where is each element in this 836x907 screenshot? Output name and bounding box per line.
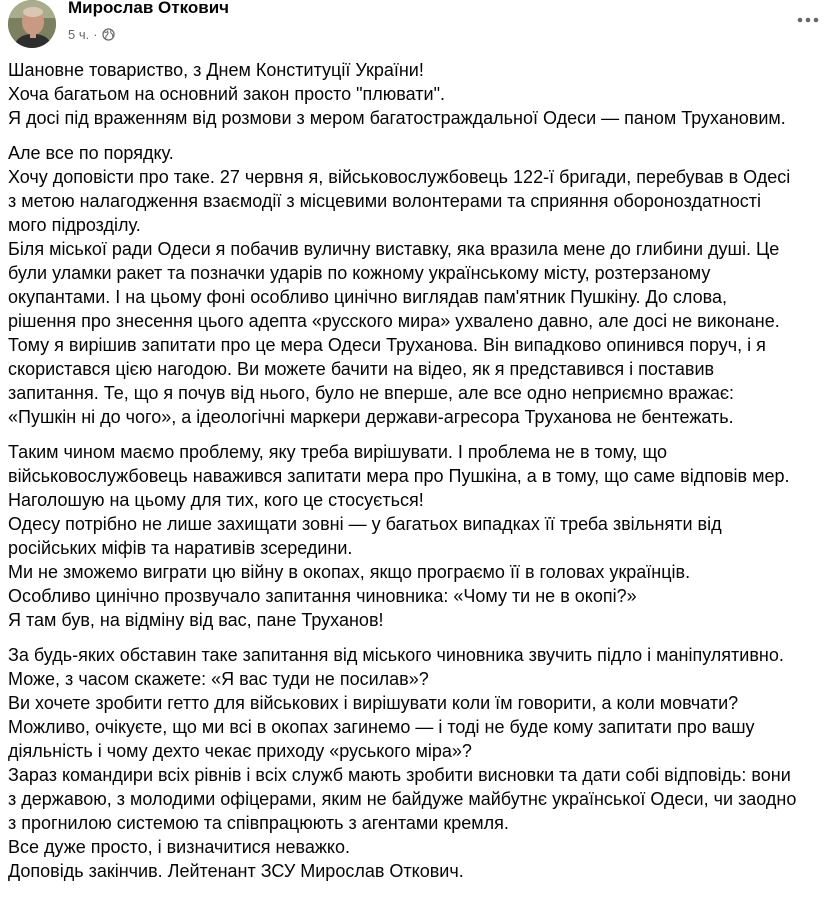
post-paragraph: [8, 141, 830, 429]
post-text-line: Я там був, на відміну від вас, пане Труханов!: [8, 610, 384, 630]
post-text-line: Може, з часом скажете: «Я вас туди не посилав»?: [8, 669, 429, 689]
post-text-line: Таким чином маємо проблему, яку треба вирішувати. І проблема не в тому, що: [8, 442, 668, 462]
post-text-line: з прогнилою системою та співпрацюють з агентами кремля.: [8, 813, 509, 833]
post-text-line: Одесу потрібно не лише захищати зовні — у багатьох випадках її треба звільняти від: [8, 514, 722, 534]
post-text-line: з державою, з молодими офіцерами, яким не байдуже майбутнє української Одеси, чи заодно: [8, 789, 797, 809]
post-text-line: Зараз командири всіх рівнів і всіх служб мають зробити висновки та дати собі відповідь: вони: [8, 765, 791, 785]
post-text-line: діяльність і чому дехто чекає приходу «руського міра»?: [8, 741, 472, 761]
post-text-line: Можливо, очікуєте, що ми всі в окопах загинемо — і тоді не буде кому запитати про вашу: [8, 717, 755, 737]
post-text-line: Ви хочете зробити гетто для військових і вирішувати коли їм говорити, а коли мовчати?: [8, 693, 739, 713]
post-text-line: Доповідь закінчив. Лейтенант ЗСУ Мирослав Откович.: [8, 861, 464, 881]
post-text-line: Тому я вирішив запитати про це мера Одеси Труханова. Він випадково опинився поруч, і я: [8, 335, 766, 355]
post-text-line: Наголошую на цьому для тих, кого це стосується!: [8, 490, 424, 510]
post-text-line: Ми не зможемо виграти цю війну в окопах, якщо програємо її в головах українців.: [8, 562, 691, 582]
post-paragraph: [8, 440, 830, 632]
post-text-line: мого підрозділу.: [8, 215, 141, 235]
meta-separator: ·: [93, 26, 98, 42]
post-text-line: військовослужбовець наважився запитати мера про Пушкіна, а в тому, що саме відповів мер.: [8, 466, 790, 486]
post-text-line: скористався цією нагодою. Ви можете бачити на відео, як я представився і поставив: [8, 359, 715, 379]
more-options-icon[interactable]: [792, 6, 824, 34]
globe-icon[interactable]: [102, 28, 115, 41]
post-text-line: «Пушкін ні до чого», а ідеологічні маркери держави-агресора Труханова не бентежать.: [8, 407, 734, 427]
post-text-line: Хоча багатьом на основний закон просто "плювати".: [8, 84, 445, 104]
post-text-line: Біля міської ради Одеси я побачив вуличну виставку, яка вразила мене до глибини душі. Це: [8, 239, 780, 259]
post-text-line: Шановне товариство, з Днем Конституції України!: [8, 60, 424, 80]
post-text-line: Все дуже просто, і визначитися неважко.: [8, 837, 350, 857]
post-text-line: За будь-яких обставин таке запитання від міського чиновника звучить підло і маніпулятивно.: [8, 645, 784, 665]
avatar-image: [8, 0, 56, 48]
post-text-line: Особливо цинічно прозвучало запитання чиновника: «Чому ти не в окопі?»: [8, 586, 637, 606]
post-paragraph: [8, 58, 830, 130]
post-text-line: окупантами. І на цьому фоні особливо цинічно виглядав пам'ятник Пушкіну. До слова,: [8, 287, 727, 307]
post-text-line: Хочу доповісти про таке. 27 червня я, військовослужбовець 122-ї бригади, перебував в Одесі: [8, 167, 791, 187]
post-meta: [68, 25, 115, 43]
post-text-line: російських міфів та наративів зсередини.: [8, 538, 353, 558]
post-text-line: Я досі під враженням від розмови з мером багатостраждальної Одеси — паном Трухановим.: [8, 108, 786, 128]
post-text-line: запитання. Те, що я почув від нього, було не вперше, але все одно неприємно вражає:: [8, 383, 735, 403]
post-text-line: були уламки ракет та позначки ударів по кожному українському місту, розтерзаному: [8, 263, 711, 283]
post-header: [8, 0, 828, 50]
avatar[interactable]: [8, 0, 56, 48]
post-text-line: Але все по порядку.: [8, 143, 174, 163]
author-name[interactable]: Мирослав Откович: [68, 0, 230, 17]
post-paragraph: [8, 643, 830, 883]
post-text-line: з метою налагодження взаємодії з місцевими волонтерами та сприяння обороноздатності: [8, 191, 762, 211]
post-text-line: рішення про знесення цього адепта «русского мира» ухвалено давно, але досі не виконане.: [8, 311, 780, 331]
post-body: [8, 58, 830, 883]
post-timestamp[interactable]: 5 ч.: [68, 26, 90, 42]
